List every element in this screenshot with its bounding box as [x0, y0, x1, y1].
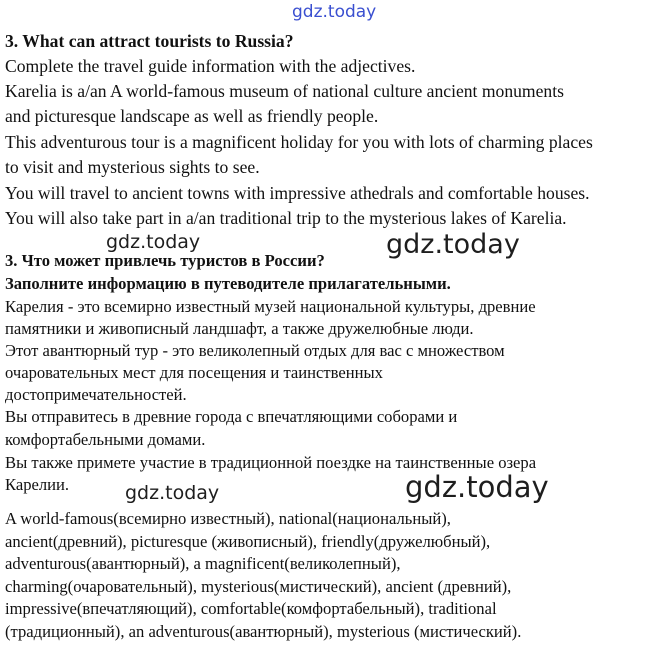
russian-instruction: Заполните информацию в путеводителе прилагательными. [5, 274, 451, 293]
russian-line: Вы отправитесь в древние города с впечатляющими соборами и [5, 407, 458, 426]
answer-line: (традиционный), an adventurous(авантюрный), mysterious (мистический). [5, 622, 522, 641]
english-line: You will travel to ancient towns with impressive athedrals and comfortable houses. [5, 183, 590, 203]
english-line: Karelia is a/an A world-famous museum of national culture ancient monuments [5, 81, 564, 101]
watermark-mid-left: gdz.today [106, 231, 201, 253]
watermark-low-left: gdz.today [125, 482, 220, 504]
answer-line: A world-famous(всемирно известный), national(национальный), [5, 509, 451, 528]
russian-line: Карелия - это всемирно известный музей национальной культуры, древние [5, 297, 536, 316]
russian-line: памятники и живописный ландшафт, а также дружелюбные люди. [5, 319, 474, 338]
english-line: and picturesque landscape as well as friendly people. [5, 106, 379, 126]
russian-heading: 3. Что может привлечь туристов в России? [5, 251, 325, 270]
answer-line: charming(очаровательный), mysterious(мистический), ancient (древний), [5, 577, 512, 596]
answer-line: impressive(впечатляющий), comfortable(комфортабельный), traditional [5, 599, 497, 618]
english-line: This adventurous tour is a magnificent holiday for you with lots of charming places [5, 132, 593, 152]
watermark-top: gdz.today [292, 2, 377, 22]
russian-line: Этот авантюрный тур - это великолепный отдых для вас с множеством [5, 341, 505, 360]
answer-line: ancient(древний), picturesque (живописный), friendly(дружелюбный), [5, 532, 491, 551]
answer-line: adventurous(авантюрный), a magnificent(великолепный), [5, 554, 401, 573]
russian-line: очаровательных мест для посещения и таинственных [5, 363, 383, 382]
russian-line: достопримечательностей. [5, 385, 187, 404]
english-heading: 3. What can attract tourists to Russia? [5, 31, 294, 51]
russian-line: комфортабельными домами. [5, 430, 206, 449]
english-line: You will also take part in a/an traditional trip to the mysterious lakes of Karelia. [5, 208, 567, 228]
english-instruction: Complete the travel guide information with the adjectives. [5, 56, 416, 76]
watermark-low-right: gdz.today [405, 470, 549, 504]
watermark-mid-right: gdz.today [386, 229, 520, 260]
russian-line: Вы также примете участие в традиционной поездке на таинственные озера [5, 453, 537, 472]
russian-line: Карелии. [5, 475, 70, 494]
english-line: to visit and mysterious sights to see. [5, 157, 260, 177]
